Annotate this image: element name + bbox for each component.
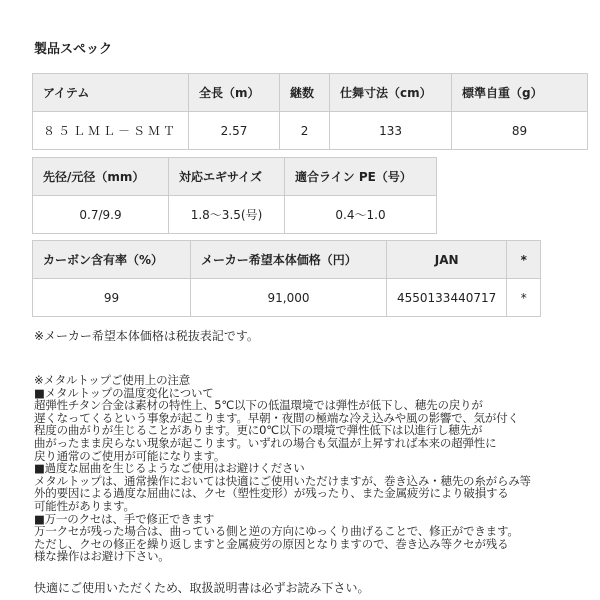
value-pieces: 2 <box>280 112 330 150</box>
value-asterisk: * <box>507 279 541 317</box>
metal-top-caution <box>34 374 579 563</box>
header-pieces: 継数 <box>280 74 330 112</box>
caution-line: ただし、クセの修正を繰り返しますと金属疲労の原因となりますので、巻き込み等クセが残る <box>34 537 509 551</box>
spec-table-2-value-row <box>33 196 437 234</box>
spec-table-1-header-row <box>33 74 588 112</box>
caution-line: 可能性があります。 <box>34 499 135 513</box>
header-item: アイテム <box>33 74 189 112</box>
header-length: 全長（m） <box>189 74 280 112</box>
section-title: 製品スペック <box>34 42 113 57</box>
header-line-pe: 適合ライン PE（号） <box>285 158 437 196</box>
caution-line: 戻り通常のご使用が可能になります。 <box>34 449 226 463</box>
header-egi-size: 対応エギサイズ <box>169 158 285 196</box>
header-price: メーカー希望本体価格（円） <box>191 241 387 279</box>
caution-line: ■過度な屈曲を生じるようなご使用はお避けください <box>34 462 305 475</box>
tax-note: ※メーカー希望本体価格は税抜表記です。 <box>34 329 259 343</box>
caution-line: 超弾性チタン合金は素材の特性上、5℃以下の低温環境では弾性が低下し、穂先の戻りが <box>34 399 483 412</box>
value-length: 2.57 <box>189 112 280 150</box>
spec-table-3 <box>32 240 541 317</box>
header-jan: JAN <box>387 241 507 279</box>
value-jan: 4550133440717 <box>387 279 507 317</box>
caution-line: 万一クセが残った場合は、曲っている側と逆の方向にゆっくり曲げることで、修正ができます。 <box>34 525 519 538</box>
header-weight: 標準自重（g） <box>452 74 588 112</box>
caution-line: ※メタルトップご使用上の注意 <box>34 374 190 387</box>
spec-table-2 <box>32 157 437 234</box>
caution-line: メタルトップは、通常操作においては快適にご使用いただけますが、巻き込み・穂先の糸がらみ等 <box>34 474 531 488</box>
header-carbon-content: カーボン含有率（%） <box>33 241 191 279</box>
spec-table-3-value-row <box>33 279 541 317</box>
caution-line: 外的要因による過度な屈曲には、クセ（塑性変形）が残ったり、また金属疲労により破損する <box>34 487 509 500</box>
header-closed-length: 仕舞寸法（cm） <box>330 74 452 112</box>
value-item: ８５ＬＭＬ－ＳＭＴ <box>33 112 189 150</box>
caution-line: ■メタルトップの温度変化について <box>34 386 214 400</box>
caution-line: 様な操作はお避け下さい。 <box>34 550 170 563</box>
spec-table-1-value-row <box>33 112 588 150</box>
value-carbon-content: 99 <box>33 279 191 317</box>
value-egi-size: 1.8～3.5(号) <box>169 196 285 234</box>
value-closed-length: 133 <box>330 112 452 150</box>
header-tip-butt-diameter: 先径/元径（mm） <box>33 158 169 196</box>
value-weight: 89 <box>452 112 588 150</box>
spec-table-1 <box>32 73 588 150</box>
spec-table-2-header-row <box>33 158 437 196</box>
caution-line: 遅くなってくるという事象が起こります。早朝・夜間の極端な冷え込みや風の影響で、気が付く <box>34 411 519 425</box>
caution-line: 曲がったまま戻らない現象が起こります。いずれの場合も気温が上昇すれば本来の超弾性に <box>34 436 497 450</box>
caution-line: ■万一のクセは、手で修正できます <box>34 512 215 526</box>
value-tip-butt-diameter: 0.7/9.9 <box>33 196 169 234</box>
header-asterisk: * <box>507 241 541 279</box>
spec-table-3-header-row <box>33 241 541 279</box>
closing-note: 快適にご使用いただくため、取扱説明書は必ずお読み下さい。 <box>34 581 370 595</box>
value-price: 91,000 <box>191 279 387 317</box>
caution-line: 程度の曲がりが生じることがあります。更に0℃以下の環境で弾性低下は以進行し穂先が <box>34 424 483 437</box>
value-line-pe: 0.4～1.0 <box>285 196 437 234</box>
